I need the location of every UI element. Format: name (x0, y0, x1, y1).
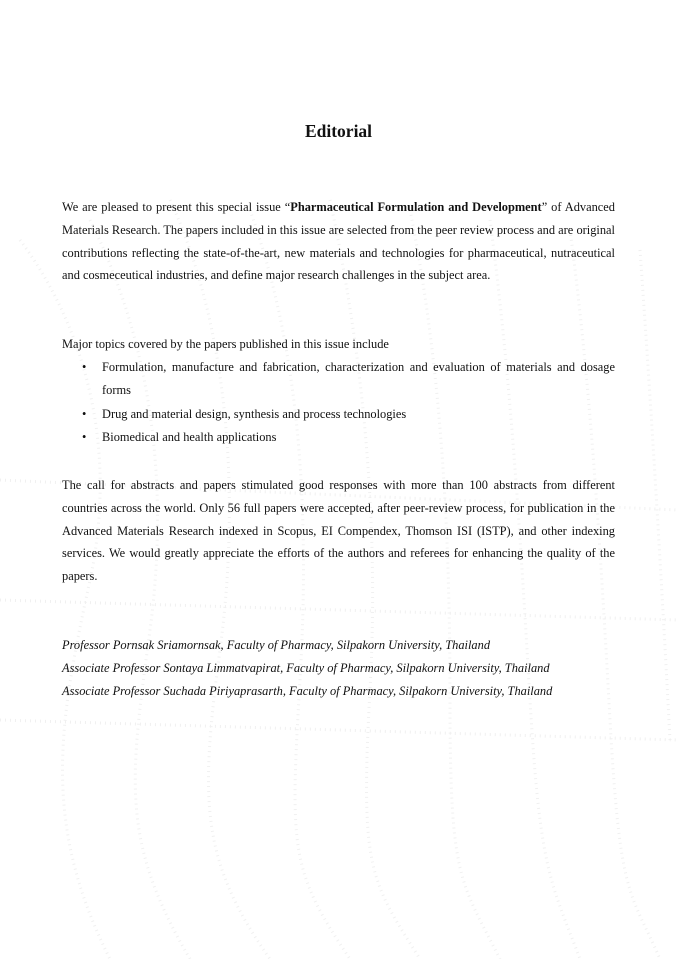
signature-line: Professor Pornsak Sriamornsak, Faculty of Pharmacy, Silpakorn University, Thailand (62, 638, 491, 652)
signature-line: Associate Professor Suchada Piriyaprasarth, Faculty of Pharmacy, Silpakorn University, Thailand (62, 683, 553, 698)
bullet-icon: • (82, 406, 87, 421)
page-title: Editorial (304, 121, 373, 141)
list-item (62, 426, 615, 449)
issue-title: Pharmaceutical Formulation and Development (290, 200, 542, 214)
topic-text: Formulation, manufacture and fabrication, characterization and evaluation of materials and dosage forms (102, 360, 615, 397)
call-paragraph: The call for abstracts and papers stimulated good responses with more than 100 abstracts from different countries across the world. Only 56 full papers were accepted, after peer-review process, for publication in the Advanced Materials Research indexed in Scopus, EI Compendex, Thomson ISI (ISTP), and other indexing services. We would greatly appreciate the efforts of the authors and referees for enhancing the quality of the papers. (62, 478, 615, 584)
bullet-icon: • (82, 430, 87, 445)
topics-list (62, 356, 615, 450)
topics-intro: Major topics covered by the papers published in this issue include (62, 337, 389, 351)
signature-line: Associate Professor Sontaya Limmatvapirat, Faculty of Pharmacy, Silpakorn University, Thailand (62, 660, 550, 675)
intro-text-after: ” of Advanced Materials Research. The papers included in this issue are selected from the peer review process and are original contributions reflecting the state-of-the-art, new materials and technologies for pharmaceutical, nutraceutical and cosmeceutical industries, and define major research challenges in the subject area. (62, 200, 615, 283)
bullet-icon: • (82, 360, 87, 374)
topic-text: Drug and material design, synthesis and process technologies (102, 406, 407, 421)
topic-text: Biomedical and health applications (102, 430, 277, 445)
signature-block (62, 634, 662, 702)
list-item (62, 356, 615, 402)
intro-text-before: We are pleased to present this special issue “ (62, 200, 291, 214)
list-item (62, 403, 615, 426)
intro-paragraph (62, 196, 615, 287)
